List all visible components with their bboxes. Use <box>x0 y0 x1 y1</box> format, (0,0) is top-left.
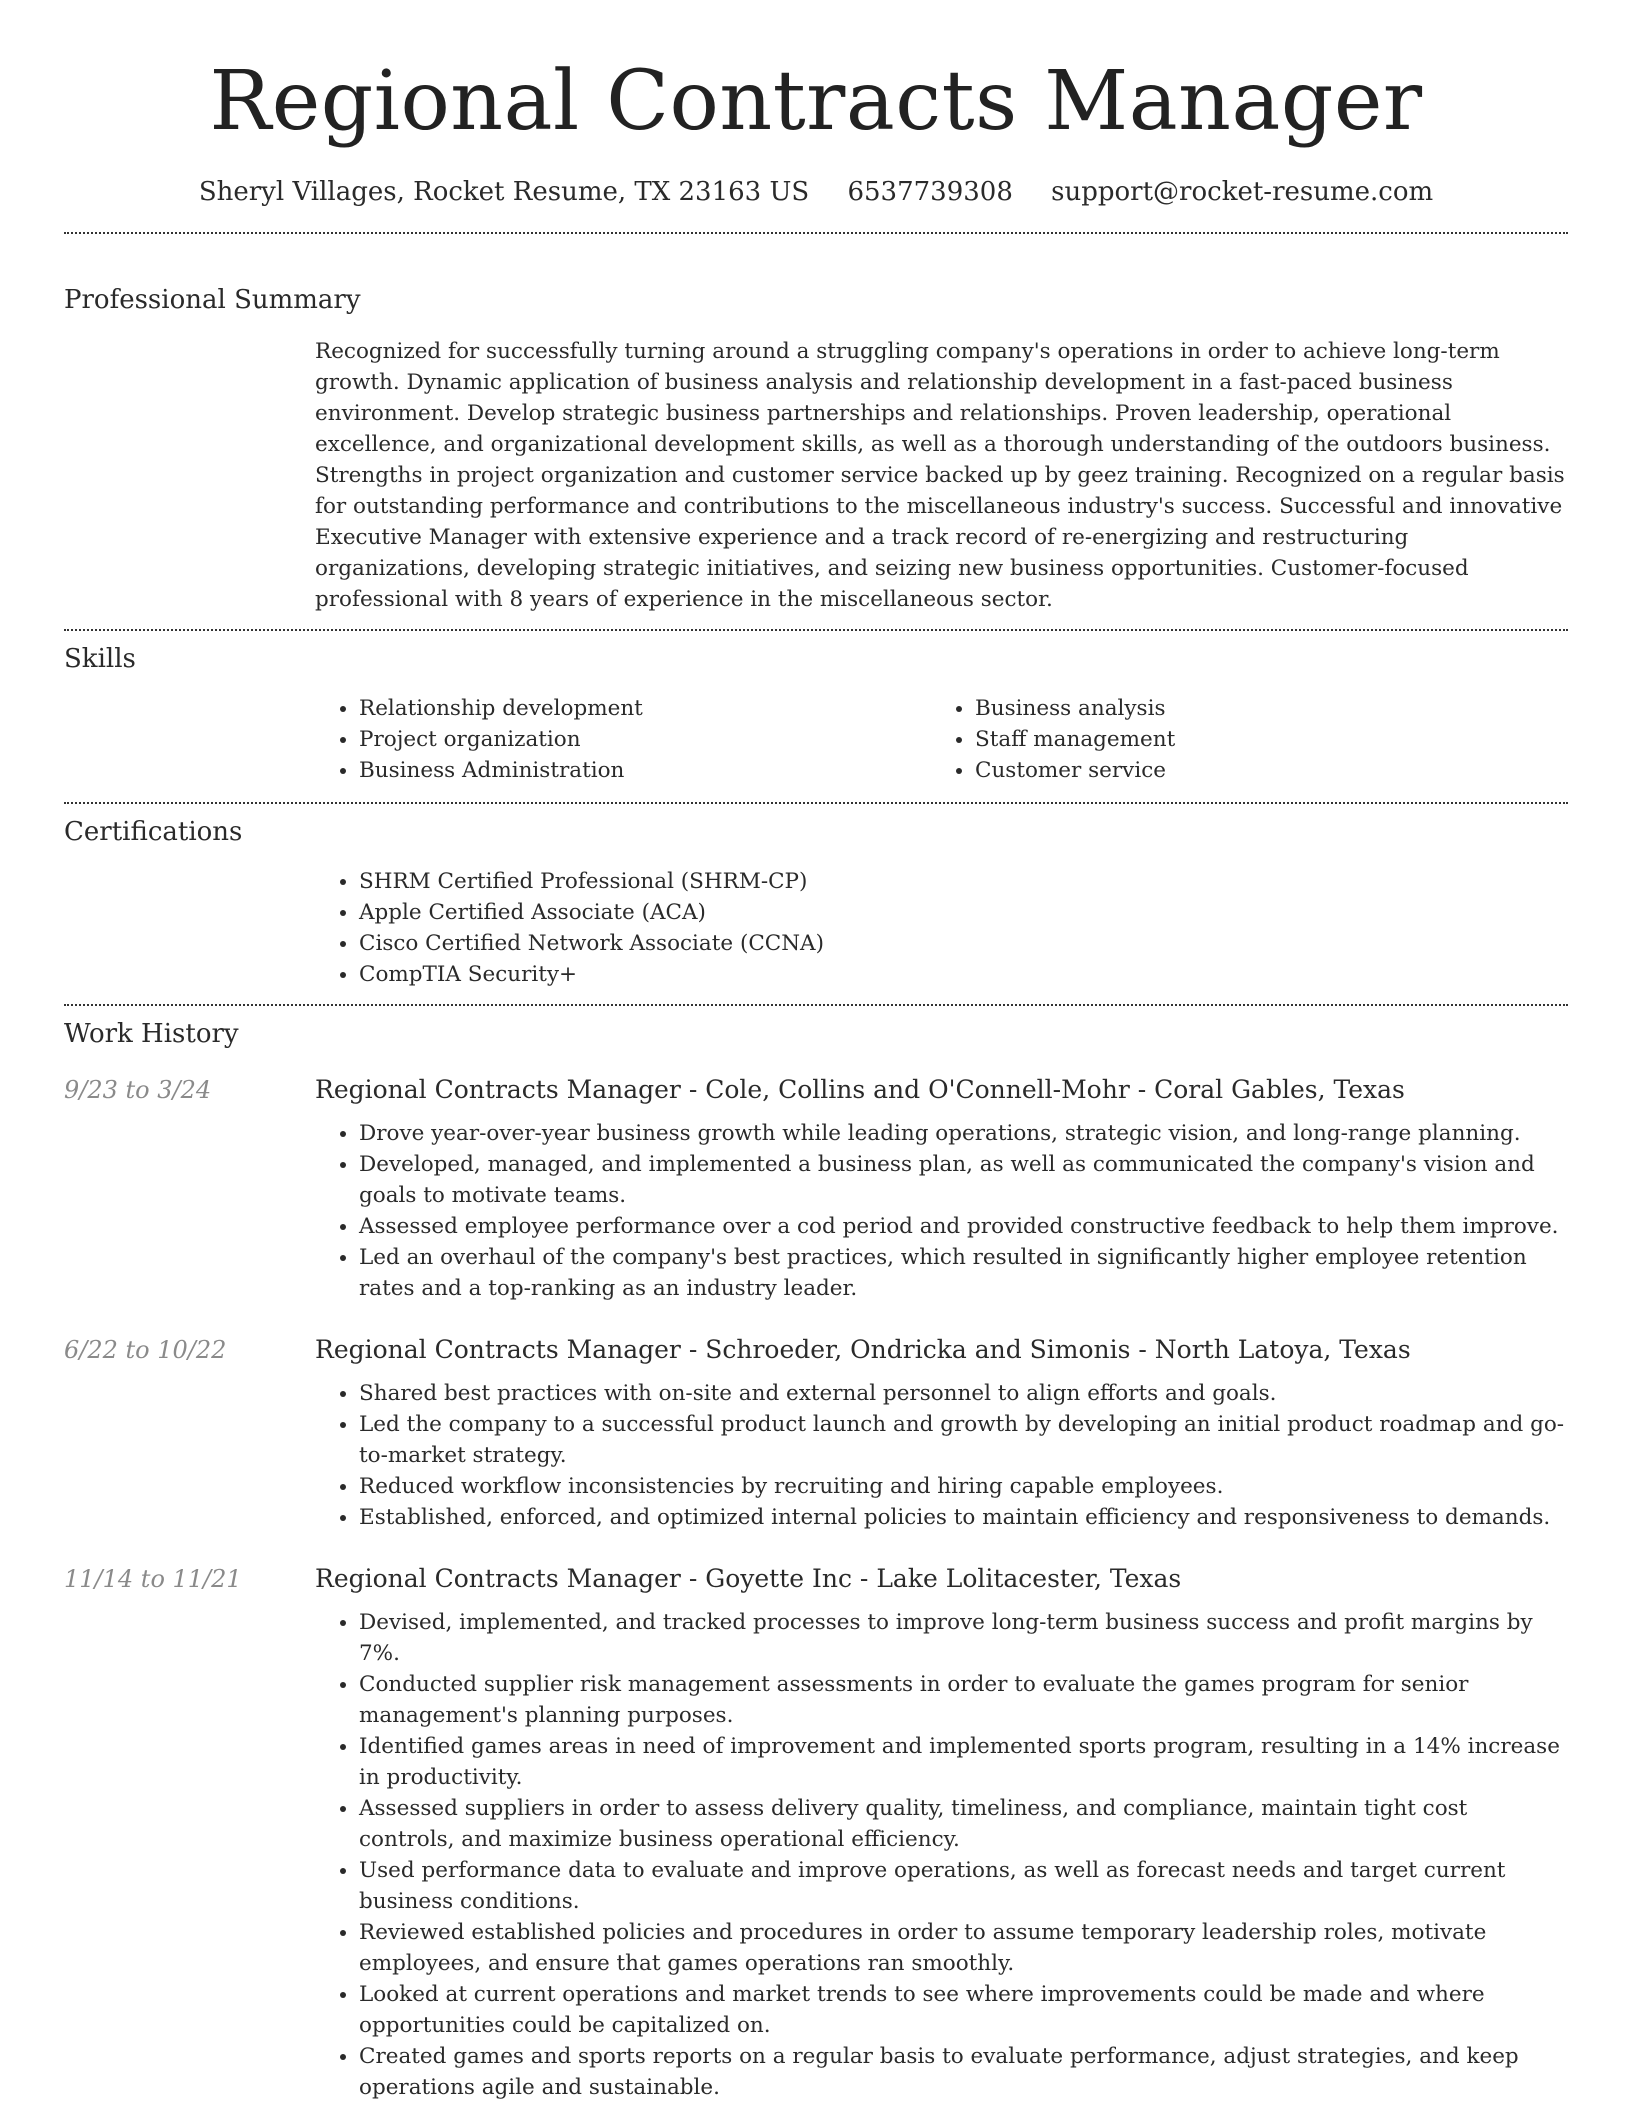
job-bullets <box>315 1607 1568 2103</box>
section-divider <box>64 802 1568 804</box>
job-details <box>315 1561 1568 2103</box>
skills-heading: Skills <box>64 644 136 674</box>
job-bullet: • Looked at current operations and market trends to see where improvements could be made and where opportunities could be capitalized on. <box>359 1979 1568 2041</box>
job-bullet: • Established, enforced, and optimized internal policies to maintain efficiency and responsiveness to demands. <box>359 1502 1568 1533</box>
skills-list <box>315 693 1568 802</box>
job-entry <box>64 1561 1568 2103</box>
job-bullet: • Led an overhaul of the company's best practices, which resulted in significantly higher employee retention rates and a top-ranking as an industry leader. <box>359 1242 1568 1304</box>
summary-heading: Professional Summary <box>64 285 361 315</box>
skill-item: • Staff management <box>975 724 1568 755</box>
job-details <box>315 1072 1568 1304</box>
work-history-section <box>64 1016 1568 2103</box>
section-divider <box>64 629 1568 631</box>
contact-line <box>64 174 1568 210</box>
job-entry <box>64 1072 1568 1304</box>
job-title: Regional Contracts Manager - Schroeder, Ondricka and Simonis - North Latoya, Texas <box>315 1335 1411 1364</box>
resume-title: Regional Contracts Manager <box>209 54 1423 149</box>
contact-address: Sheryl Villages, Rocket Resume, TX 23163 US <box>198 177 810 207</box>
job-bullet: • Assessed suppliers in order to assess delivery quality, timeliness, and compliance, maintain tight cost controls, and maximize business operational efficiency. <box>359 1793 1568 1855</box>
contact-phone: 6537739308 <box>847 177 1013 207</box>
skill-item: • Customer service <box>975 755 1568 786</box>
job-bullet: • Led the company to a successful product launch and growth by developing an initial product roadmap and go-to-market strategy. <box>359 1409 1568 1471</box>
skill-item: • Business Administration <box>359 755 931 786</box>
job-bullet: • Reduced workflow inconsistencies by recruiting and hiring capable employees. <box>359 1471 1568 1502</box>
job-bullet: • Reviewed established policies and procedures in order to assume temporary leadership roles, motivate employees, and ensure that games operations ran smoothly. <box>359 1917 1568 1979</box>
job-bullet: • Devised, implemented, and tracked processes to improve long-term business success and profit margins by 7%. <box>359 1607 1568 1669</box>
certification-item: • SHRM Certified Professional (SHRM-CP) <box>359 866 1568 897</box>
job-dates: 9/23 to 3/24 <box>64 1076 212 1104</box>
job-details <box>315 1332 1568 1533</box>
job-bullet: • Identified games areas in need of improvement and implemented sports program, resulting in a 14% increase in productivity. <box>359 1731 1568 1793</box>
job-title: Regional Contracts Manager - Cole, Collins and O'Connell-Mohr - Coral Gables, Texas <box>315 1075 1405 1104</box>
job-dates: 11/14 to 11/21 <box>64 1565 242 1593</box>
job-bullet: • Used performance data to evaluate and improve operations, as well as forecast needs and target current business conditions. <box>359 1855 1568 1917</box>
skills-right-list <box>931 693 1568 786</box>
certification-item: • Apple Certified Associate (ACA) <box>359 897 1568 928</box>
job-bullet: • Drove year-over-year business growth while leading operations, strategic vision, and long-range planning. <box>359 1118 1568 1149</box>
skills-left-list <box>315 693 931 786</box>
job-bullet: • Assessed employee performance over a cod period and provided constructive feedback to help them improve. <box>359 1211 1568 1242</box>
job-entry <box>64 1332 1568 1533</box>
header-divider <box>64 232 1568 234</box>
certifications-heading: Certifications <box>64 817 243 847</box>
job-bullet: • Created games and sports reports on a regular basis to evaluate performance, adjust strategies, and keep operations agile and sustainable. <box>359 2041 1568 2103</box>
job-dates: 6/22 to 10/22 <box>64 1336 227 1364</box>
job-bullets <box>315 1378 1568 1533</box>
job-title: Regional Contracts Manager - Goyette Inc - Lake Lolitacester, Texas <box>315 1564 1182 1593</box>
job-bullet: • Conducted supplier risk management assessments in order to evaluate the games program for senior management's planning purposes. <box>359 1669 1568 1731</box>
skill-item: • Business analysis <box>975 693 1568 724</box>
section-divider <box>64 1004 1568 1006</box>
job-bullet: • Developed, managed, and implemented a business plan, as well as communicated the company's vision and goals to motivate teams. <box>359 1149 1568 1211</box>
contact-email: support@rocket-resume.com <box>1051 177 1434 207</box>
certifications-list <box>315 866 1568 1004</box>
skills-section <box>64 641 1568 802</box>
certifications-section <box>64 814 1568 1004</box>
skill-item: • Relationship development <box>359 693 931 724</box>
job-bullet: • Shared best practices with on-site and external personnel to align efforts and goals. <box>359 1378 1568 1409</box>
summary-text: Recognized for successfully turning around a struggling company's operations in order to achieve long-term growth. Dynamic application of business analysis and relationship development in a fast-paced business environment. Develop strategic business partnerships and relationships. Proven leadership, operational excellence, and organizational development skills, as well as a thorough understanding of the outdoors business. Strengths in project organization and customer service backed up by geez training. Recognized on a regular basis for outstanding performance and contributions to the miscellaneous industry's success. Successful and innovative Executive Manager with extensive experience and a track record of re-energizing and restructuring organizations, developing strategic initiatives, and seizing new business opportunities. Customer-focused professional with 8 years of experience in the miscellaneous sector. <box>315 339 1565 612</box>
job-bullets <box>315 1118 1568 1304</box>
skill-item: • Project organization <box>359 724 931 755</box>
certification-item: • CompTIA Security+ <box>359 959 1568 990</box>
summary-section <box>64 282 1568 629</box>
work-history-heading: Work History <box>64 1019 239 1049</box>
certification-item: • Cisco Certified Network Associate (CCNA) <box>359 928 1568 959</box>
